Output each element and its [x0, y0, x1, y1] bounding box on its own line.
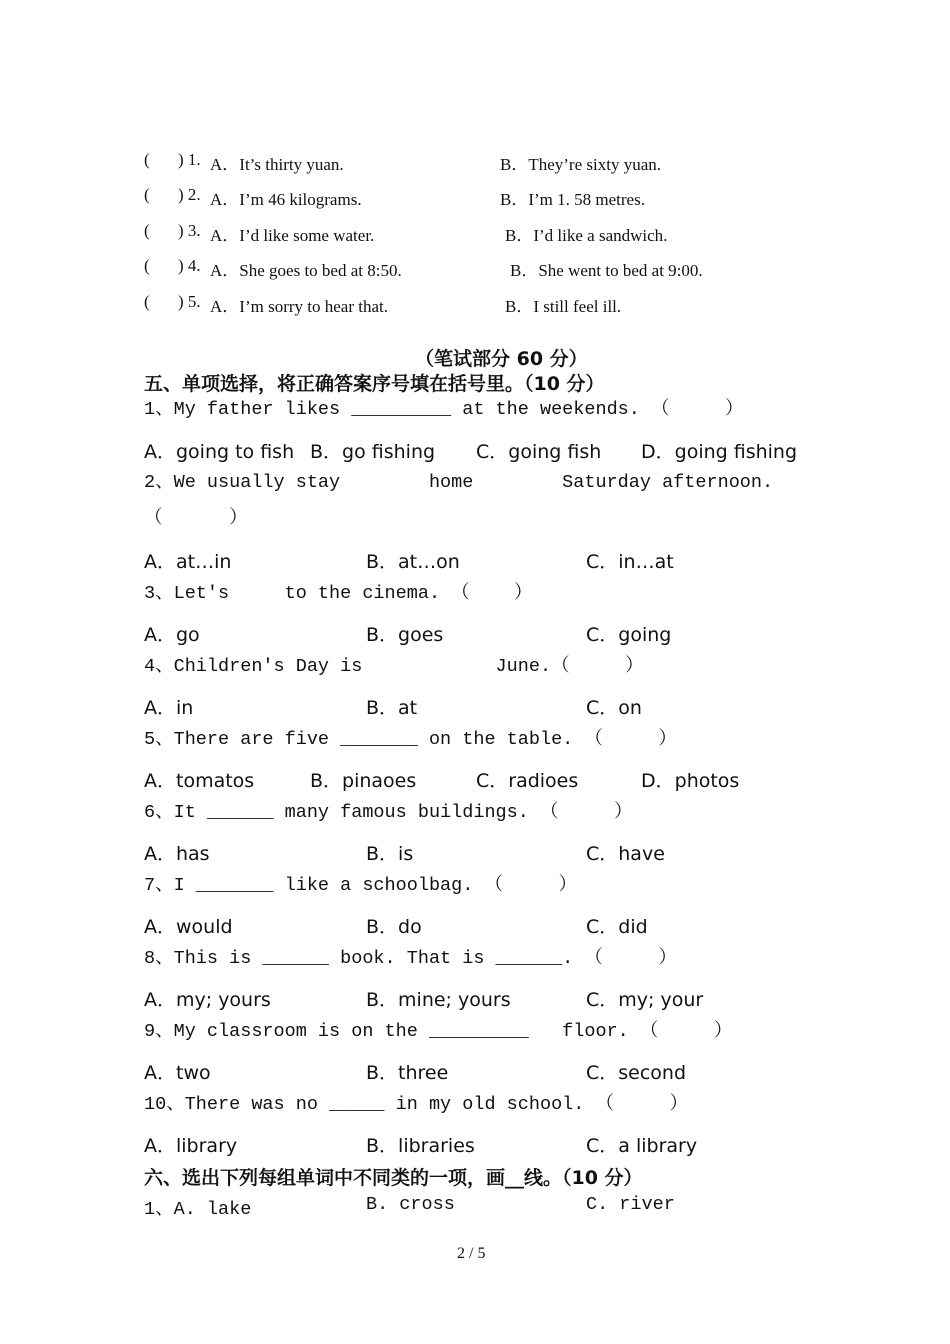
answer-paren[interactable]: ( — [144, 185, 150, 204]
question-3: 3、Let's to the cinema. （ ） — [144, 583, 533, 604]
listening-row — [144, 185, 844, 209]
section-5-title: 五、单项选择，将正确答案序号填在括号里。（10 分） — [144, 373, 605, 395]
option-b[interactable]: B．at…on — [366, 551, 460, 573]
question-number: ) 3. — [178, 221, 201, 240]
option-c[interactable]: C．radioes — [476, 770, 579, 792]
option-b[interactable]: B．go fishing — [310, 441, 436, 463]
question-9-options — [144, 1058, 844, 1082]
option-c[interactable]: C．my; your — [586, 989, 704, 1011]
question-number: ) 4. — [178, 256, 201, 275]
option-b: B．I’d like a sandwich. — [505, 226, 668, 245]
option-b[interactable]: B．is — [366, 843, 414, 865]
section-6-title: 六、选出下列每组单词中不同类的一项，画__线。（10 分） — [144, 1167, 643, 1189]
option-b: B．I’m 1. 58 metres. — [500, 190, 645, 209]
option-a: A．I’m sorry to hear that. — [210, 297, 388, 316]
option-a[interactable]: A．go — [144, 624, 200, 646]
answer-paren[interactable]: ( — [144, 150, 150, 169]
option-b: B．They’re sixty yuan. — [500, 155, 661, 174]
page-number: 2 / 5 — [457, 1245, 486, 1262]
question-7-options — [144, 912, 844, 936]
option-a[interactable]: 1、A. lake — [144, 1199, 252, 1220]
option-b[interactable]: B．mine; yours — [366, 989, 511, 1011]
option-d[interactable]: D．photos — [641, 770, 740, 792]
option-a[interactable]: A．at…in — [144, 551, 232, 573]
question-1: 1、My father likes _________ at the weekends. （ ） — [144, 399, 744, 420]
question-2-options — [144, 547, 844, 571]
option-c[interactable]: C．a library — [586, 1135, 698, 1157]
answer-paren[interactable]: ( — [144, 292, 150, 311]
option-a[interactable]: A．in — [144, 697, 194, 719]
question-1-options — [144, 437, 844, 461]
question-10: 10、There was no _____ in my old school. （ ） — [144, 1094, 688, 1115]
option-c[interactable]: C．second — [586, 1062, 687, 1084]
option-a[interactable]: A．would — [144, 916, 233, 938]
option-b[interactable]: B．goes — [366, 624, 444, 646]
option-c[interactable]: C．going fish — [476, 441, 602, 463]
option-a: A．It’s thirty yuan. — [210, 155, 344, 174]
option-a[interactable]: A．going to fish — [144, 441, 295, 463]
option-c[interactable]: C．going — [586, 624, 672, 646]
option-b[interactable]: B．do — [366, 916, 422, 938]
option-b[interactable]: B．at — [366, 697, 418, 719]
option-c[interactable]: C．did — [586, 916, 648, 938]
question-9: 9、My classroom is on the _________ floor. （ ） — [144, 1021, 733, 1042]
option-b[interactable]: B. cross — [366, 1194, 455, 1215]
question-7: 7、I _______ like a schoolbag. （ ） — [144, 875, 577, 896]
question-4-options — [144, 693, 844, 717]
question-2-paren[interactable]: （ ） — [144, 508, 248, 529]
option-b[interactable]: B．three — [366, 1062, 449, 1084]
question-number: ) 5. — [178, 292, 201, 311]
question-5-options — [144, 766, 844, 790]
answer-paren[interactable]: ( — [144, 221, 150, 240]
option-a[interactable]: A．two — [144, 1062, 211, 1084]
option-a: A．I’m 46 kilograms. — [210, 190, 362, 209]
listening-row — [144, 150, 844, 174]
option-a[interactable]: A．has — [144, 843, 210, 865]
option-b[interactable]: B．libraries — [366, 1135, 475, 1157]
option-a[interactable]: A．my; yours — [144, 989, 271, 1011]
question-6: 6、It ______ many famous buildings. （ ） — [144, 802, 633, 823]
option-a: A．She goes to bed at 8:50. — [210, 261, 402, 280]
option-a: A．I’d like some water. — [210, 226, 375, 245]
option-a[interactable]: A．tomatos — [144, 770, 255, 792]
question-8-options — [144, 985, 844, 1009]
option-b: B．I still feel ill. — [505, 297, 622, 316]
question-number: ) 2. — [178, 185, 201, 204]
question-6-options — [144, 839, 844, 863]
question-3-options — [144, 620, 844, 644]
answer-paren[interactable]: ( — [144, 256, 150, 275]
option-b: B．She went to bed at 9:00. — [510, 261, 703, 280]
question-10-options — [144, 1131, 844, 1155]
option-d[interactable]: D．going fishing — [641, 441, 798, 463]
option-c[interactable]: C．in…at — [586, 551, 674, 573]
written-part-header: （笔试部分 60 分） — [415, 348, 588, 370]
option-c[interactable]: C. river — [586, 1194, 675, 1215]
question-8: 8、This is ______ book. That is ______. （ ） — [144, 948, 677, 969]
question-5: 5、There are five _______ on the table. （ ） — [144, 729, 677, 750]
option-c[interactable]: C．on — [586, 697, 642, 719]
listening-row — [144, 221, 844, 245]
listening-row — [144, 256, 844, 280]
option-b[interactable]: B．pinaoes — [310, 770, 417, 792]
question-4: 4、Children's Day is June.（ ） — [144, 656, 644, 677]
listening-row — [144, 292, 844, 316]
question-number: ) 1. — [178, 150, 201, 169]
question-2: 2、We usually stay home Saturday afternoon. — [144, 472, 774, 493]
option-c[interactable]: C．have — [586, 843, 665, 865]
option-a[interactable]: A．library — [144, 1135, 238, 1157]
section-6-question-1 — [144, 1194, 844, 1218]
